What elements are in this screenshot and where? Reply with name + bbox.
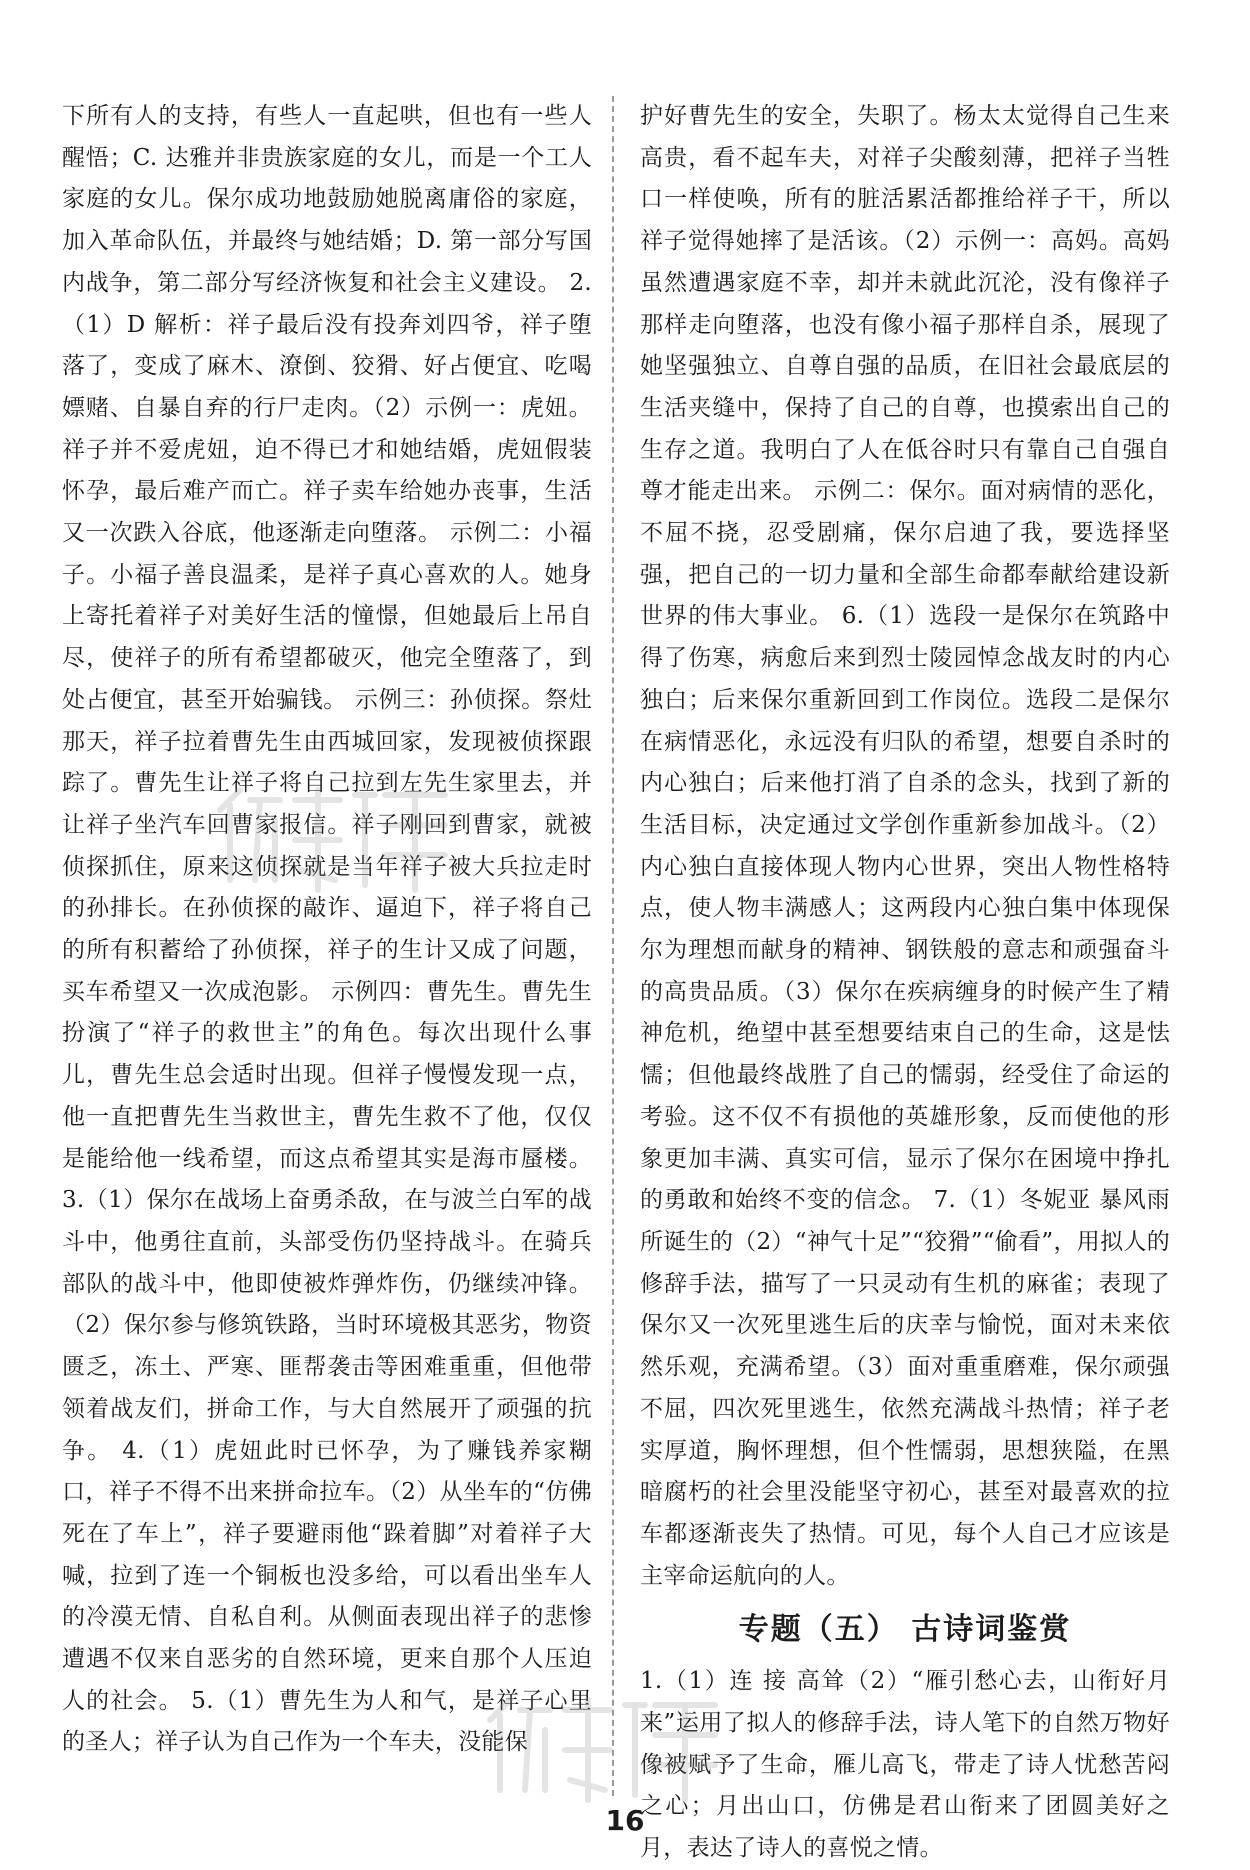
page-number: 16 <box>605 1804 645 1837</box>
left-column-text: 下所有人的支持，有些人一直起哄，但也有一些人醒悟；C. 达雅并非贵族家庭的女儿，而是一个工人家庭的女儿。保尔成功地鼓励她脱离庸俗的家庭，加入革命队伍，并最终与她结婚；D. 第一部分写国内战争，第二部分写经济恢复和社会主义建设。 2.（1）D 解析：祥子最后没有投奔刘四爷，祥子堕落了，变成了麻木、潦倒、狡猾、好占便宜、吃喝嫖赌、自暴自弃的行尸走肉。（2）示例一：虎妞。祥子并不爱虎妞，迫不得已才和她结婚，虎妞假装怀孕，最后难产而亡。祥子卖车给她办丧事，生活又一次跌入谷底，他逐渐走向堕落。 示例二：小福子。小福子善良温柔，是祥子真心喜欢的人。她身上寄托着祥子对美好生活的憧憬，但她最后上吊自尽，使祥子的所有希望都破灭，他完全堕落了，到处占便宜，甚至开始骗钱。 示例三：孙侦探。祭灶那天，祥子拉着曹先生由西城回家，发现被侦探跟踪了。曹先生让祥子将自己拉到左先生家里去，并让祥子坐汽车回曹家报信。祥子刚回到曹家，就被侦探抓住，原来这侦探就是当年祥子被大兵拉走时的孙排长。在孙侦探的敲诈、逼迫下，祥子将自己的所有积蓄给了孙侦探，祥子的生计又成了问题，买车希望又一次成泡影。 示例四：曹先生。曹先生扮演了“祥子的救世主”的角色。每次出现什么事儿，曹先生总会适时出现。但祥子慢慢发现一点，他一直把曹先生当救世主，曹先生救不了他，仅仅是能给他一线希望，而这点希望其实是海市蜃楼。 3.（1）保尔在战场上奋勇杀敌，在与波兰白军的战斗中，他勇往直前，头部受伤仍坚持战斗。在骑兵部队的战斗中，他即使被炸弹炸伤，仍继续冲锋。（2）保尔参与修筑铁路，当时环境极其恶劣，物资匮乏，冻土、严寒、匪帮袭击等困难重重，但他带领着战友们，拼命工作，与大自然展开了顽强的抗争。 4.（1）虎妞此时已怀孕，为了赚钱养家糊口，祥子不得不出来拼命拉车。（2）从坐车的“仿佛死在了车上”，祥子要避雨他“跺着脚”对着祥子大喊，拉到了连一个铜板也没多给，可以看出坐车人的冷漠无情、自私自利。从侧面表现出祥子的悲惨遭遇不仅来自恶劣的自然环境，更来自那个人压迫人的社会。 5.（1）曹先生为人和气，是祥子心里的圣人；祥子认为自己作为一个车夫，没能保 <box>62 103 592 1756</box>
column-divider <box>612 96 614 1796</box>
right-column-text-bottom: 1.（1）连 接 高耸（2）“雁引愁心去，山衔好月来”运用了拟人的修辞手法，诗人笔下的自然万物好像被赋予了生命，雁儿高飞，带走了诗人忧愁苦闷之心；月出山口，仿佛是君山衔来了团圆美好之月，表达了诗人的喜悦之情。 <box>640 1668 1170 1862</box>
right-column <box>640 96 1170 1870</box>
right-column-text-top: 护好曹先生的安全，失职了。杨太太觉得自己生来高贵，看不起车夫，对祥子尖酸刻薄，把祥子当牲口一样使唤，所有的脏活累活都推给祥子干，所以祥子觉得她摔了是活该。（2）示例一：高妈。高妈虽然遭遇家庭不幸，却并未就此沉沦，没有像祥子那样走向堕落，也没有像小福子那样自杀，展现了她坚强独立、自尊自强的品质，在旧社会最底层的生活夹缝中，保持了自己的自尊，也摸索出自己的生存之道。我明白了人在低谷时只有靠自己自强自尊才能走出来。 示例二：保尔。面对病情的恶化，不屈不挠，忍受剧痛，保尔启迪了我，要选择坚强，把自己的一切力量和全部生命都奉献给建设新世界的伟大事业。 6.（1）选段一是保尔在筑路中得了伤寒，病愈后来到烈士陵园悼念战友时的内心独白；后来保尔重新回到工作岗位。选段二是保尔在病情恶化，永远没有归队的希望，想要自杀时的内心独白；后来他打消了自杀的念头，找到了新的生活目标，决定通过文学创作重新参加战斗。（2）内心独白直接体现人物内心世界，突出人物性格特点，使人物丰满感人；这两段内心独白集中体现保尔为理想而献身的精神、钢铁般的意志和顽强奋斗的高贵品质。（3）保尔在疾病缠身的时候产生了精神危机，绝望中甚至想要结束自己的生命，这是怯懦；但他最终战胜了自己的懦弱，经受住了命运的考验。这不仅不有损他的英雄形象，反而使他的形象更加丰满、真实可信，显示了保尔在困境中挣扎的勇敢和始终不变的信念。 7.（1）冬妮亚 暴风雨所诞生的（2）“神气十足”“狡猾”“偷看”，用拟人的修辞手法，描写了一只灵动有生机的麻雀；表现了保尔又一次死里逃生后的庆幸与愉悦，面对未来依然乐观，充满希望。（3）面对重重磨难，保尔顽强不屈，四次死里逃生，依然充满战斗热情；祥子老实厚道，胸怀理想，但个性懦弱，思想狭隘，在黑暗腐朽的社会里没能坚守初心，甚至对最喜欢的拉车都逐渐丧失了热情。可见，每个人自己才应该是主宰命运航向的人。 <box>640 103 1170 1589</box>
watermark-logo <box>200 780 460 900</box>
section-heading: 专题（五） 古诗词鉴赏 <box>738 1612 1072 1648</box>
left-column <box>62 96 592 1764</box>
watermark-logo-bottom <box>470 1690 730 1810</box>
